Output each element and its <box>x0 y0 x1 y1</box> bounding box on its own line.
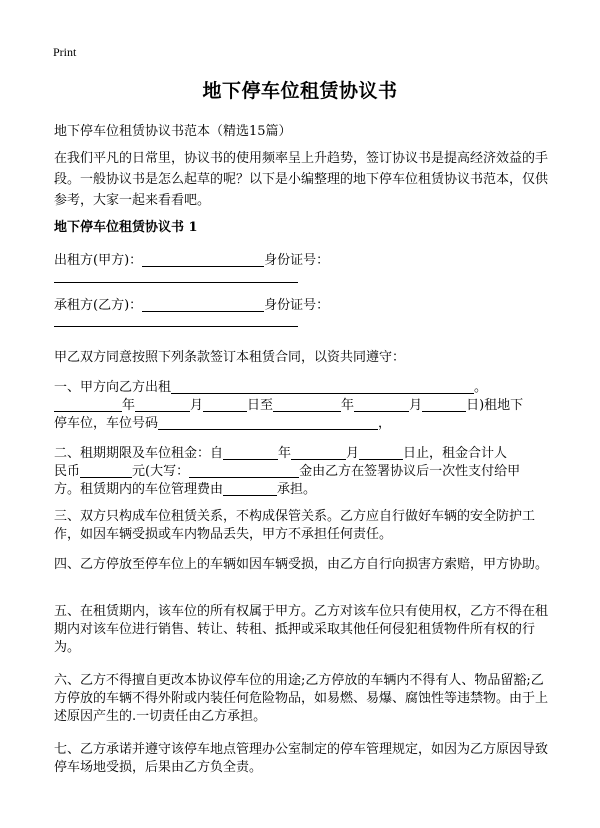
clause-2-line-2: 民币 元(大写： 金由乙方在签署协议后一次性支付给甲 <box>54 464 521 479</box>
lessee-label: 承租方(乙方)： <box>54 298 143 313</box>
clause-5: 五、在租赁期内，该车位的所有权属于甲方。乙方对该车位只有使用权，乙方不得在租期内对该车位进行销售、转让、转租、抵押或采取其他任何侵犯租赁物件所有权的行为。 <box>54 604 549 655</box>
lessee-id-blank <box>54 326 298 327</box>
print-link[interactable]: Print <box>53 45 77 59</box>
lessor-name-blank <box>142 251 264 267</box>
clause-1-line-2: 年 月 日至 年 月 日)租地下 <box>54 394 523 413</box>
lessor-id-label: 身份证号： <box>264 253 330 268</box>
clause-2-line-1: 二、租期期限及车位租金：自 年 月 日止，租金合计人 <box>54 446 508 461</box>
agreement-intro: 甲乙双方同意按照下列条款签订本租赁合同，以资共同遵守： <box>54 350 406 365</box>
lessor-label: 出租方(甲方)： <box>54 253 143 268</box>
intro-paragraph: 在我们平凡的日常里，协议书的使用频率呈上升趋势，签订协议书是提高经济效益的手段。一般协议书是怎么起草的呢？以下是小编整理的地下停车位租赁协议书范本，仅供参考，大家一起来看看吧。 <box>54 151 549 208</box>
clause-2-line-3: 方。租赁期内的车位管理费由 承担。 <box>54 482 317 497</box>
lessee-id-label: 身份证号： <box>264 298 330 313</box>
clause-1-line-3: 停车位，车位号码 ， <box>54 416 392 431</box>
document-subtitle: 地下停车位租赁协议书范本（精选15篇） <box>54 124 292 139</box>
clause-7: 七、乙方承诺并遵守该停车地点管理办公室制定的停车管理规定，如因为乙方原因导致停车场地受损，后果由乙方负全责。 <box>54 742 549 775</box>
page-title: 地下停车位租赁协议书 <box>202 80 398 102</box>
rental-location-blank <box>171 378 474 394</box>
clause-4: 四、乙方停放至停车位上的车辆如因车辆受损，由乙方自行向损害方索赔，甲方协助。 <box>54 557 549 572</box>
clause-1-line-1: 一、甲方向乙方出租 。 <box>54 380 488 395</box>
lessor-row <box>54 249 329 268</box>
lessee-row <box>54 294 329 313</box>
lessee-name-blank <box>142 296 264 312</box>
section-heading: 地下停车位租赁协议书 1 <box>54 220 198 235</box>
slot-number-blank <box>158 414 378 430</box>
clause-6: 六、乙方不得擅自更改本协议停车位的用途;乙方停放的车辆内不得有人、物品留豁;乙方停放的车辆不得外附或内装任何危险物品，如易燃、易爆、腐蚀性等违禁物。由于上述原因产生的.一切责任由乙方承担。 <box>54 673 549 724</box>
clause-3: 三、双方只构成车位租赁关系，不构成保管关系。乙方应自行做好车辆的安全防护工作，如因车辆受损或车内物品丢失，甲方不承担任何责任。 <box>54 509 536 542</box>
lessor-id-blank <box>54 282 298 283</box>
